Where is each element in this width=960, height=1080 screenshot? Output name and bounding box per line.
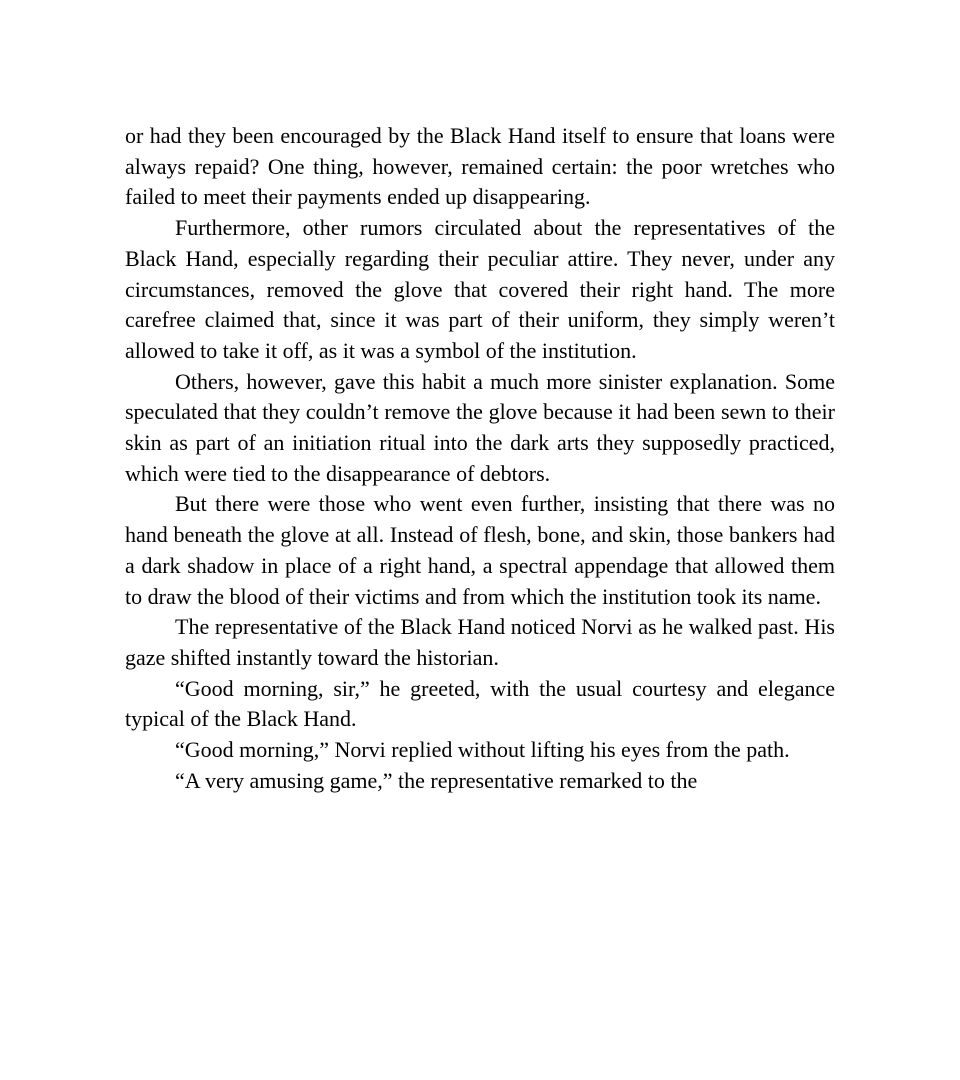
paragraph: The representative of the Black Hand noticed Norvi as he walked past. His gaze shifted instantly toward the historian. — [125, 614, 835, 670]
paragraph: or had they been encouraged by the Black Hand itself to ensure that loans were always repaid? One thing, however, remained certain: the poor wretches who failed to meet their payments ended up disappearing. — [125, 123, 835, 210]
paragraph: “Good morning, sir,” he greeted, with the usual courtesy and elegance typical of the Black Hand. — [125, 675, 835, 732]
text-block — [125, 121, 835, 796]
paragraph: “Good morning,” Norvi replied without lifting his eyes from the path. — [175, 737, 790, 763]
paragraph: Others, however, gave this habit a much more sinister explanation. Some speculated that they couldn’t remove the glove because it had been sewn to their skin as part of an initiation ritual into the dark arts they supposedly practiced, which were tied to the disappearance of debtors. — [125, 368, 835, 486]
paragraph: But there were those who went even further, insisting that there was no hand beneath the glove at all. Instead of flesh, bone, and skin, those bankers had a dark shadow in place of a right hand, a spectral appendage that allowed them to draw the blood of their victims and from which the institution took its name. — [125, 491, 835, 609]
paragraph: Furthermore, other rumors circulated about the representatives of the Black Hand, especially regarding their peculiar attire. They never, under any circumstances, removed the glove that covered their right hand. The more carefree claimed that, since it was part of their uniform, they simply weren’t allowed to take it off, as it was a symbol of the institution. — [125, 215, 835, 363]
paragraph: “A very amusing game,” the representative remarked to the — [175, 767, 698, 793]
